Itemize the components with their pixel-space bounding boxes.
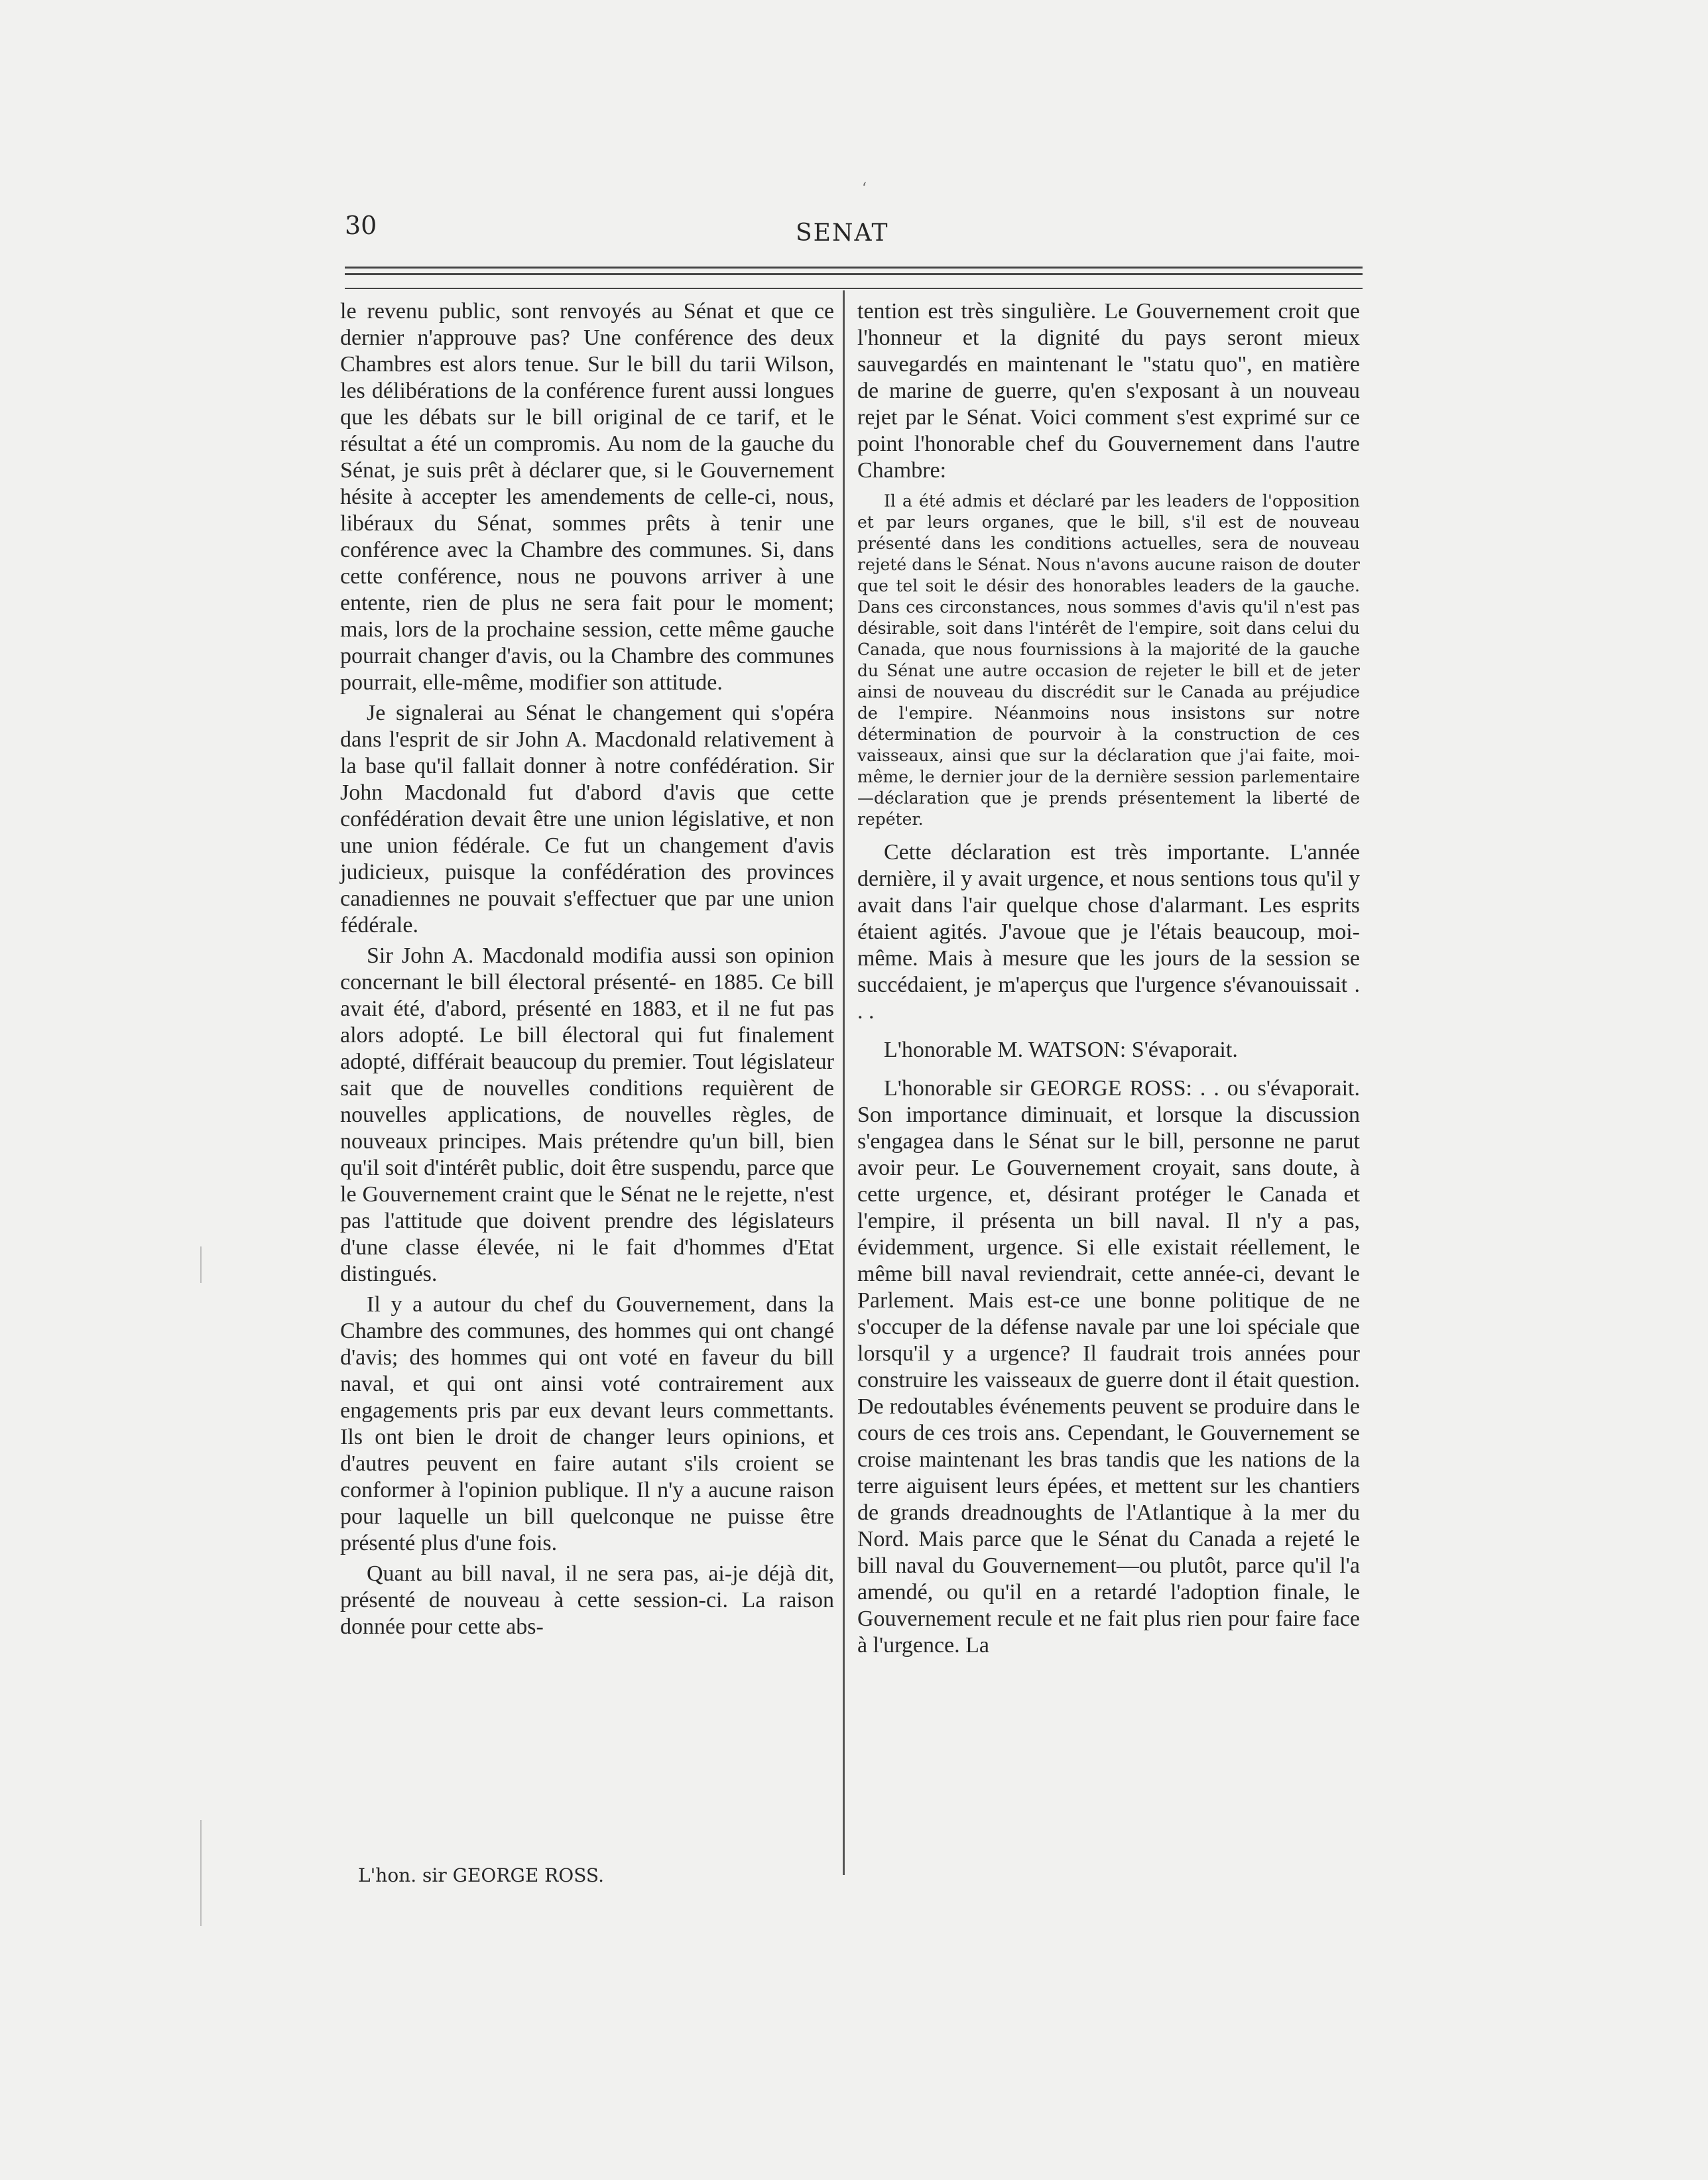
ink-speck: ʻ [862, 180, 867, 197]
paragraph: Il y a autour du chef du Gouvernement, dans la Chambre des communes, des hommes qui ont changé d'avis; des hommes qui ont voté en faveur du bill naval, et qui ont ainsi voté contrairement aux engagements pris par eux devant leurs commettants. Ils ont bien le droit de changer leurs opinions, et d'autres peuvent en faire autant s'ils croient se conformer à l'opinion publique. Il n'y a aucune raison pour laquelle un bill quelconque ne puisse être présenté plus d'une fois. [340, 1292, 834, 1555]
paragraph: Sir John A. Macdonald modifia aussi son opinion concernant le bill électoral présenté- en 1885. Ce bill avait été, d'abord, présenté en 1883, et il ne fut pas alors adopté. Le bill électoral qui fut finalement adopté, différait beaucoup du premier. Tout législateur sait que de nouvelles conditions requièrent de nouvelles applications, de nouvelles règles, de nouveaux principes. Mais prétendre qu'un bill, bien qu'il soit d'intérêt public, doit être suspendu, parce que le Gouvernement craint que le Sénat ne le rejette, n'est pas l'attitude que doivent prendre des législateurs d'une classe élevée, ni le fait d'hommes d'Etat distingués. [340, 943, 834, 1286]
speaker-interjection: L'honorable M. WATSON: S'évaporait. [884, 1038, 1238, 1062]
right-column [857, 298, 1360, 1663]
header-rule-middle [345, 273, 1363, 275]
paragraph: Quant au bill naval, il ne sera pas, ai-je déjà dit, présenté de nouveau à cette session-ci. La raison donnée pour cette abs- [340, 1561, 834, 1639]
header-rule-top [345, 267, 1363, 269]
header-rule-bottom [345, 288, 1363, 289]
paragraph: Cette déclaration est très importante. L'année dernière, il y avait urgence, et nous sentions tous qu'il y avait dans l'air quelque chose d'alarmant. Les esprits étaient agités. J'avoue que je l'étais beaucoup, moi-même. Mais à mesure que les jours de la session se succédaient, je m'aperçus que l'urgence s'évanouissait . . . [857, 840, 1360, 1024]
margin-mark [200, 1820, 202, 1926]
page-number: 30 [345, 211, 377, 240]
column-divider [843, 290, 845, 1875]
left-column [340, 298, 834, 1644]
margin-mark [200, 1246, 202, 1283]
running-head: SENAT [796, 219, 889, 247]
paragraph: Je signalerai au Sénat le changement qui s'opéra dans l'esprit de sir John A. Macdonald relativement à la base qu'il fallait donner à notre confédération. Sir John Macdonald fut d'abord d'avis que cette confédération devait être une union législative, et non une union fédérale. Ce fut un changement d'avis judicieux, puisque la confédération des provinces canadiennes ne pouvait s'effectuer que par une union fédérale. [340, 701, 834, 938]
footer-speaker-name: L'hon. sir GEORGE ROSS. [358, 1864, 604, 1886]
paragraph: tention est très singulière. Le Gouvernement croit que l'honneur et la dignité du pays seront mieux sauvegardés en maintenant le "statu quo", en matière de marine de guerre, qu'en s'exposant à un nouveau rejet par le Sénat. Voici comment s'est exprimé sur ce point l'honorable chef du Gouvernement dans l'autre Chambre: [857, 299, 1360, 483]
block-quote: Il a été admis et déclaré par les leaders de l'opposition et par leurs organes, que le bill, s'il est de nouveau présenté dans les conditions actuelles, sera de nouveau rejeté dans le Sénat. Nous n'avons aucune raison de douter que tel soit le désir des honorables leaders de la gauche. Dans ces circonstances, nous sommes d'avis qu'il n'est pas désirable, soit dans l'intérêt de l'empire, soit dans celui du Canada, que nous fournissions à la majorité de la gauche du Sénat une autre occasion de rejeter le bill et de jeter ainsi de nouveau du discrédit sur le Canada au préjudice de l'empire. Néanmoins nous insistons sur notre détermination de pourvoir à la construction de ces vaisseaux, ainsi que sur la déclaration que j'ai faite, moi-même, le dernier jour de la dernière session parlementaire—déclaration que je prends présentement la liberté de repéter. [857, 491, 1360, 829]
paragraph: L'honorable sir GEORGE ROSS: . . ou s'évaporait. Son importance diminuait, et lorsque la discussion s'engagea dans le Sénat sur le bill, personne ne parut avoir peur. Le Gouvernement croyait, sans doute, à cette urgence, et, désirant protéger le Canada et l'empire, il présenta un bill naval. Il n'y a pas, évidemment, urgence. Si elle existait réellement, le même bill naval reviendrait, cette année-ci, devant le Parlement. Mais est-ce une bonne politique de ne s'occuper de la défense navale par une loi spéciale que lorsqu'il y a urgence? Il faudrait trois années pour construire les vaisseaux de guerre dont il était question. De redoutables événements peuvent se produire dans le cours de ces trois ans. Cependant, le Gouvernement se croise maintenant les bras tandis que les nations de la terre aiguisent leurs épées, et mettent sur les chantiers de grands dreadnoughts de l'Atlantique à la mer du Nord. Mais parce que le Sénat du Canada a rejeté le bill naval du Gouvernement—ou plutôt, parce qu'il l'a amendé, ou qu'il en a retardé l'adoption finale, le Gouvernement recule et ne fait plus rien pour faire face à l'urgence. La [857, 1076, 1360, 1658]
paragraph: le revenu public, sont renvoyés au Sénat et que ce dernier n'approuve pas? Une conférence des deux Chambres est alors tenue. Sur le bill du tarii Wilson, les délibérations de la conférence furent aussi longues que les débats sur le bill original de ce tarif, et le résultat a été un compromis. Au nom de la gauche du Sénat, je suis prêt à déclarer que, si le Gouvernement hésite à accepter les amendements de celle-ci, nous, libéraux du Sénat, sommes prêts à tenir une conférence avec la Chambre des communes. Si, dans cette conférence, nous ne pouvons arriver à une entente, rien de plus ne sera fait pour le moment; mais, lors de la prochaine session, cette même gauche pourrait changer d'avis, ou la Chambre des communes pourrait, elle-même, modifier son attitude. [340, 299, 834, 695]
